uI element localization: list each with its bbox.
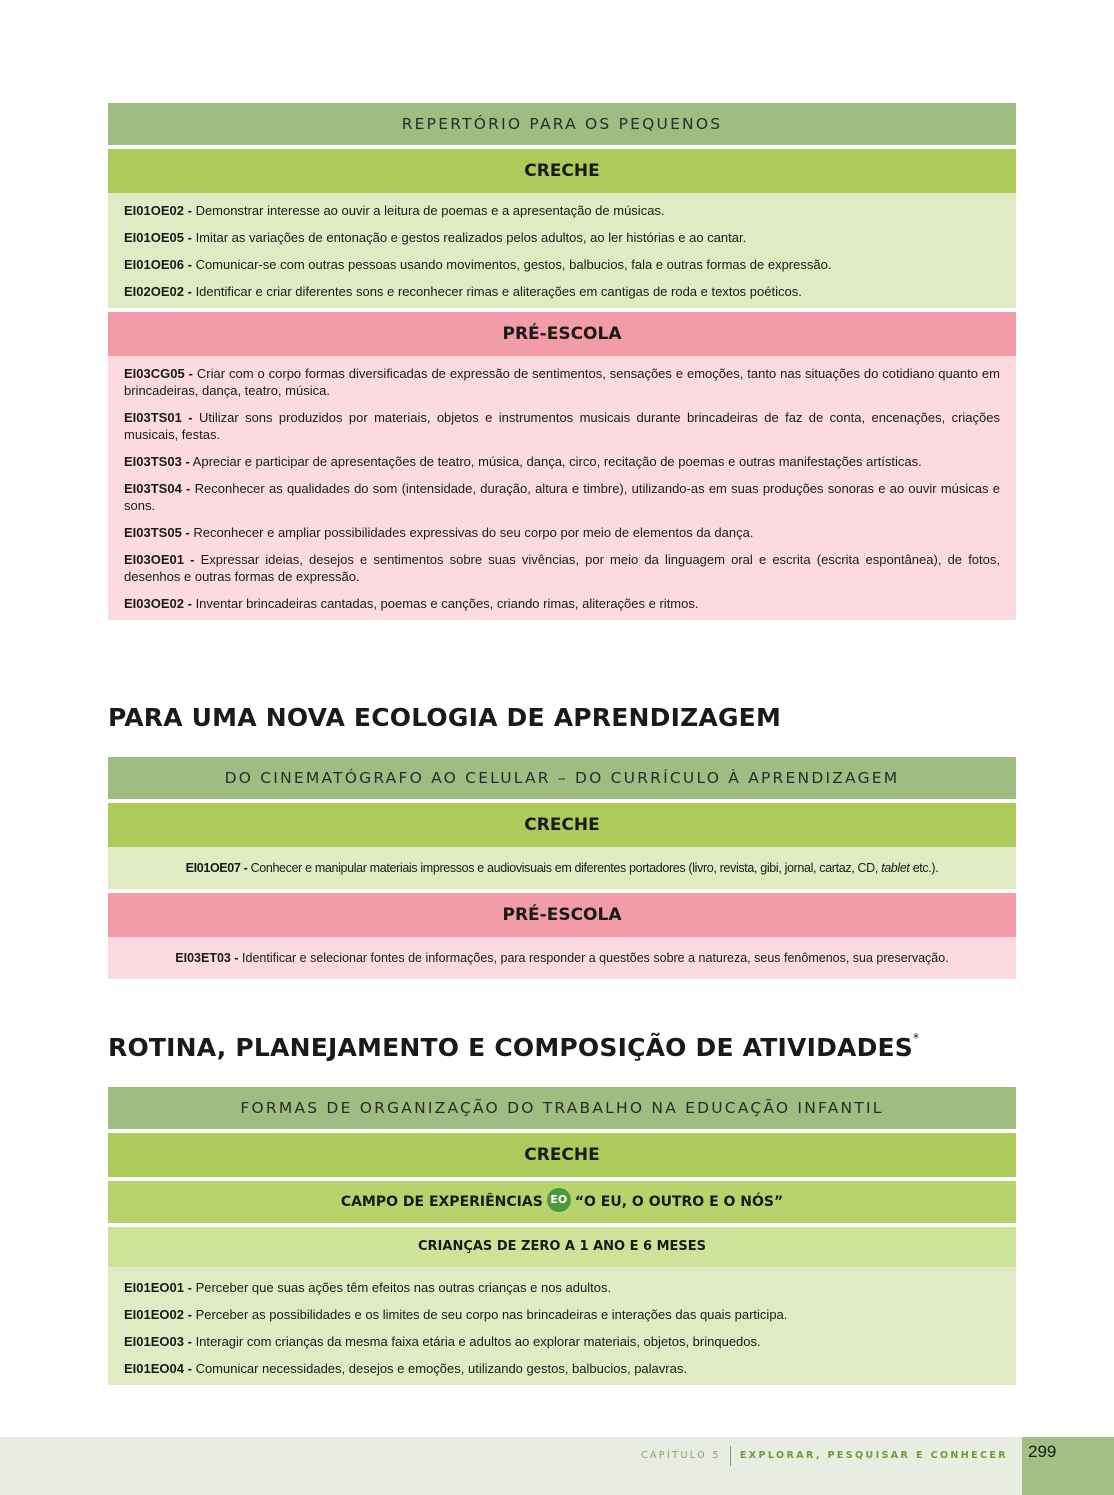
section-title-rotina: ROTINA, PLANEJAMENTO E COMPOSIÇÃO DE ATIVIDADES* xyxy=(108,1031,920,1062)
pre-escola-list: EI03ET03 - Identificar e selecionar fontes de informações, para responder a questões sobre a natureza, seus fenômenos, sua preservação. xyxy=(108,937,1016,979)
list-item: EI03OE01 - Expressar ideias, desejos e sentimentos sobre suas vivências, por meio da linguagem oral e escrita (escrita espontânea), de fotos, desenhos e outras formas de expressão. xyxy=(124,552,1000,584)
cinematografo-table xyxy=(108,757,1016,979)
table-header: DO CINEMATÓGRAFO AO CELULAR – DO CURRÍCULO À APRENDIZAGEM xyxy=(108,757,1016,799)
creche-list: EI01OE07 - Conhecer e manipular materiais impressos e audiovisuais em diferentes portadores (livro, revista, gibi, jornal, cartaz, CD, tablet etc.). xyxy=(108,847,1016,889)
list-item: EI01OE06 - Comunicar-se com outras pessoas usando movimentos, gestos, balbucios, fala e outras formas de expressão. xyxy=(124,257,832,272)
list-item: EI03TS03 - Apreciar e participar de apresentações de teatro, música, dança, circo, recitação de poemas e outras manifestações artísticas. xyxy=(124,454,922,469)
section-title-ecologia: PARA UMA NOVA ECOLOGIA DE APRENDIZAGEM xyxy=(108,703,782,732)
pre-escola-list xyxy=(108,356,1016,620)
campo-experiencias-band: CAMPO DE EXPERIÊNCIAS EO “O EU, O OUTRO E O NÓS” xyxy=(108,1181,1016,1223)
list-item: EI01EO04 - Comunicar necessidades, desejos e emoções, utilizando gestos, balbucios, palavras. xyxy=(124,1361,687,1376)
creche-band: CRECHE xyxy=(108,1133,1016,1177)
pre-escola-band: PRÉ-ESCOLA xyxy=(108,893,1016,937)
formas-table xyxy=(108,1087,1016,1385)
eo-list xyxy=(108,1267,1016,1385)
footer-divider xyxy=(730,1446,731,1466)
list-item: EI03OE02 - Inventar brincadeiras cantadas, poemas e canções, criando rimas, aliterações e ritmos. xyxy=(124,596,699,611)
footnote-mark: * xyxy=(913,1031,920,1045)
eo-badge-icon: EO xyxy=(547,1188,571,1212)
table-header: REPERTÓRIO PARA OS PEQUENOS xyxy=(108,103,1016,145)
list-item: EI01EO02 - Perceber as possibilidades e os limites de seu corpo nas brincadeiras e interações das quais participa. xyxy=(124,1307,788,1322)
list-item: EI01OE05 - Imitar as variações de entonação e gestos realizados pelos adultos, ao ler histórias e ao cantar. xyxy=(124,230,747,245)
list-item: EI03TS04 - Reconhecer as qualidades do som (intensidade, duração, altura e timbre), utilizando-as em suas produções sonoras e ao ouvir músicas e sons. xyxy=(124,481,1000,513)
table-header: FORMAS DE ORGANIZAÇÃO DO TRABALHO NA EDUCAÇÃO INFANTIL xyxy=(108,1087,1016,1129)
page-number: 299 xyxy=(1022,1437,1114,1495)
list-item: EI03CG05 - Criar com o corpo formas diversificadas de expressão de sentimentos, sensações e emoções, tanto nas situações do cotidiano quanto em brincadeiras, dança, teatro, música. xyxy=(124,366,1000,398)
list-item: EI01EO01 - Perceber que suas ações têm efeitos nas outras crianças e nos adultos. xyxy=(124,1280,612,1295)
list-item: EI01EO03 - Interagir com crianças da mesma faixa etária e adultos ao explorar materiais, objetos, brinquedos. xyxy=(124,1334,761,1349)
page-footer xyxy=(0,1437,1114,1495)
chapter-title: EXPLORAR, PESQUISAR E CONHECER xyxy=(739,1450,1008,1461)
creche-band: CRECHE xyxy=(108,149,1016,193)
creche-list xyxy=(108,193,1016,308)
chapter-label: CAPÍTULO 5 xyxy=(640,1450,721,1461)
running-footer xyxy=(641,1437,1008,1475)
repertorio-table xyxy=(108,103,1016,620)
list-item: EI01OE02 - Demonstrar interesse ao ouvir a leitura de poemas e a apresentação de músicas. xyxy=(124,203,665,218)
list-item: EI03TS01 - Utilizar sons produzidos por materiais, objetos e instrumentos musicais durante brincadeiras de faz de conta, encenações, criações musicais, festas. xyxy=(124,410,1000,442)
creche-band: CRECHE xyxy=(108,803,1016,847)
list-item: EI03TS05 - Reconhecer e ampliar possibilidades expressivas do seu corpo por meio de elementos da dança. xyxy=(124,525,754,540)
age-band: CRIANÇAS DE ZERO A 1 ANO E 6 MESES xyxy=(108,1227,1016,1267)
pre-escola-band: PRÉ-ESCOLA xyxy=(108,312,1016,356)
list-item: EI02OE02 - Identificar e criar diferentes sons e reconhecer rimas e aliterações em cantigas de roda e textos poéticos. xyxy=(124,284,802,299)
